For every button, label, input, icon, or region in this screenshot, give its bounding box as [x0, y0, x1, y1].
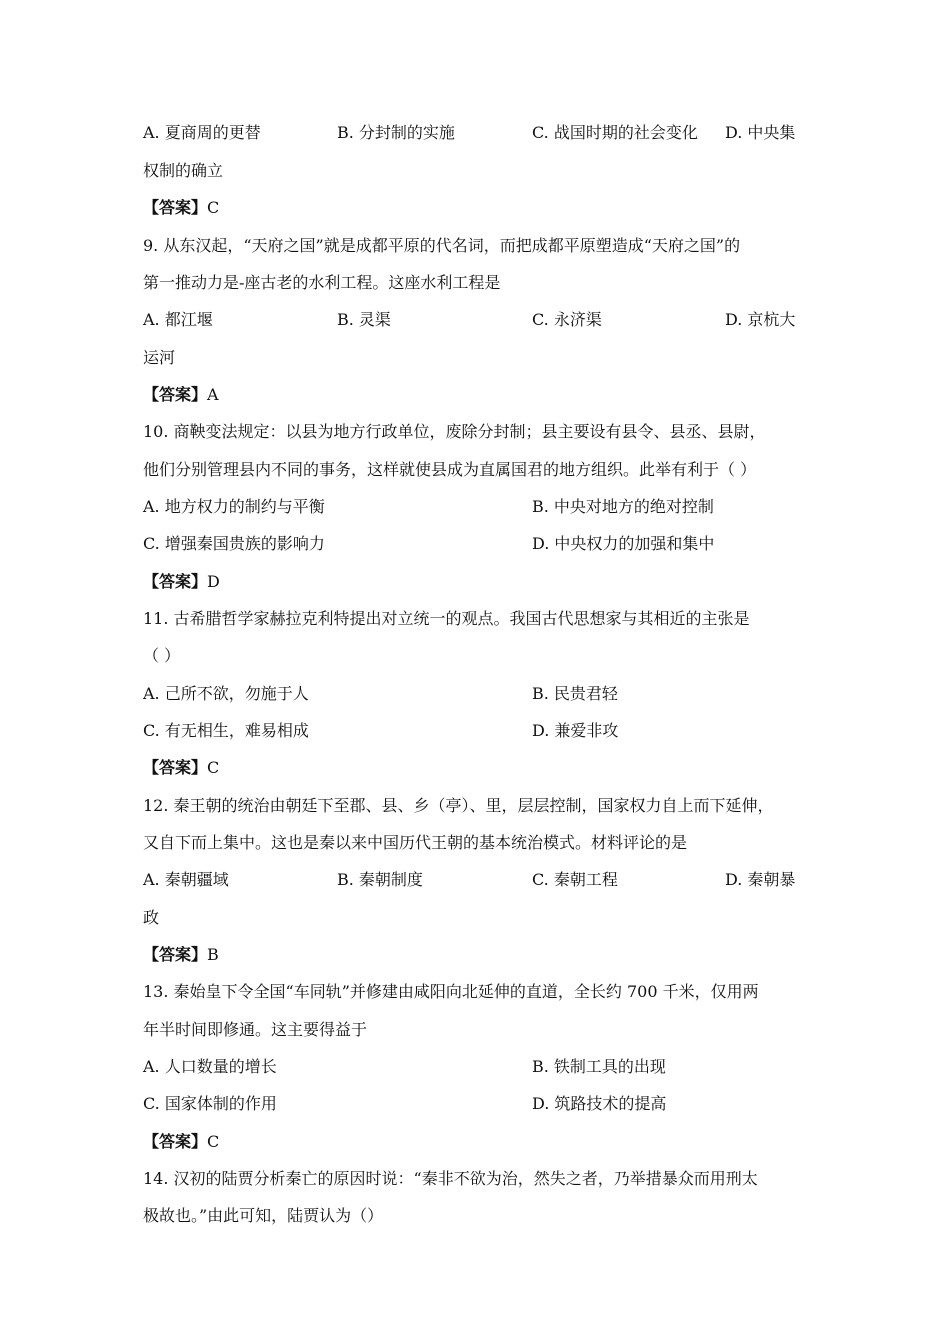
- q11-options-row2: [143, 716, 808, 746]
- answer-value: C: [207, 198, 220, 217]
- answer-label: 【答案】: [143, 758, 208, 777]
- answer-label: 【答案】: [143, 385, 208, 404]
- q13-stem-line2: 年半时间即修通。这主要得益于: [143, 1020, 368, 1039]
- q11-option-d: D. 兼爱非攻: [532, 721, 619, 740]
- q13-option-a: A. 人口数量的增长: [143, 1057, 277, 1076]
- q8-option-b: B. 分封制的实施: [337, 123, 455, 142]
- answer-value: C: [207, 758, 220, 777]
- q13-options-row2: [143, 1089, 808, 1119]
- q10-options-row1: [143, 492, 808, 522]
- q9-option-b: B. 灵渠: [337, 310, 391, 329]
- q10-stem-line1: 10. 商鞅变法规定：以县为地方行政单位，废除分封制；县主要设有县令、县丞、县尉，: [143, 422, 766, 441]
- q11-options-row1: [143, 679, 808, 709]
- answer-label: 【答案】: [143, 198, 208, 217]
- q11-stem-line1: 11. 古希腊哲学家赫拉克利特提出对立统一的观点。我国古代思想家与其相近的主张是: [143, 609, 750, 628]
- q10-option-b: B. 中央对地方的绝对控制: [532, 497, 714, 516]
- q9-option-c: C. 永济渠: [532, 310, 602, 329]
- q13-option-d: D. 筑路技术的提高: [532, 1094, 667, 1113]
- answer-label: 【答案】: [143, 572, 208, 591]
- q13-option-c: C. 国家体制的作用: [143, 1094, 277, 1113]
- q9-stem-line2: 第一推动力是-座古老的水利工程。这座水利工程是: [143, 273, 501, 292]
- q8-answer: [143, 193, 808, 223]
- q11-stem-line2: （ ）: [143, 646, 181, 665]
- q14-stem-line1: 14. 汉初的陆贾分析秦亡的原因时说：“秦非不欲为治，然失之者，乃举措暴众而用刑太: [143, 1169, 758, 1188]
- q11-option-c: C. 有无相生，难易相成: [143, 721, 309, 740]
- q12-stem-line2: 又自下而上集中。这也是秦以来中国历代王朝的基本统治模式。材料评论的是: [143, 833, 688, 852]
- answer-value: D: [207, 572, 220, 591]
- q9-option-d: D. 京杭大: [725, 310, 796, 329]
- q12-answer: [143, 940, 808, 970]
- q9-stem-line1: 9. 从东汉起，“天府之国”就是成都平原的代名词，而把成都平原塑造成“天府之国”的: [143, 236, 741, 255]
- answer-value: B: [207, 945, 219, 964]
- q13-option-b: B. 铁制工具的出现: [532, 1057, 666, 1076]
- q8-option-a: A. 夏商周的更替: [143, 123, 261, 142]
- q10-option-c: C. 增强秦国贵族的影响力: [143, 534, 325, 553]
- q11-option-a: A. 己所不欲，勿施于人: [143, 684, 309, 703]
- answer-value: A: [207, 385, 219, 404]
- q11-answer: [143, 753, 808, 783]
- q8-option-d-continued: 权制的确立: [143, 161, 224, 180]
- q8-option-c: C. 战国时期的社会变化: [532, 123, 698, 142]
- q13-options-row1: [143, 1052, 808, 1082]
- q8-options-row: [143, 118, 808, 148]
- answer-label: 【答案】: [143, 945, 208, 964]
- q12-options-row: [143, 865, 808, 895]
- q12-stem-line1: 12. 秦王朝的统治由朝廷下至郡、县、乡（亭）、里，层层控制，国家权力自上而下延伸，: [143, 796, 774, 815]
- answer-label: 【答案】: [143, 1132, 208, 1151]
- q11-option-b: B. 民贵君轻: [532, 684, 618, 703]
- q10-option-a: A. 地方权力的制约与平衡: [143, 497, 325, 516]
- q12-option-c: C. 秦朝工程: [532, 870, 618, 889]
- q12-option-d-continued: 政: [143, 908, 160, 927]
- q12-option-b: B. 秦朝制度: [337, 870, 423, 889]
- q9-option-d-continued: 运河: [143, 348, 176, 367]
- q8-option-d: D. 中央集: [725, 123, 796, 142]
- q9-option-a: A. 都江堰: [143, 310, 213, 329]
- answer-value: C: [207, 1132, 220, 1151]
- q14-stem-line2: 极故也。”由此可知，陆贾认为（）: [143, 1206, 384, 1225]
- q10-option-d: D. 中央权力的加强和集中: [532, 534, 715, 553]
- q10-stem-line2: 他们分别管理县内不同的事务，这样就使县成为直属国君的地方组织。此举有利于（ ）: [143, 460, 757, 479]
- q13-answer: [143, 1127, 808, 1157]
- q13-stem-line1: 13. 秦始皇下令全国“车同轨”并修建由咸阳向北延伸的直道，全长约 700 千米，仅用两: [143, 982, 759, 1001]
- q9-options-row: [143, 305, 808, 335]
- q10-options-row2: [143, 529, 808, 559]
- q12-option-a: A. 秦朝疆域: [143, 870, 229, 889]
- q10-answer: [143, 567, 808, 597]
- q9-answer: [143, 380, 808, 410]
- q12-option-d: D. 秦朝暴: [725, 870, 796, 889]
